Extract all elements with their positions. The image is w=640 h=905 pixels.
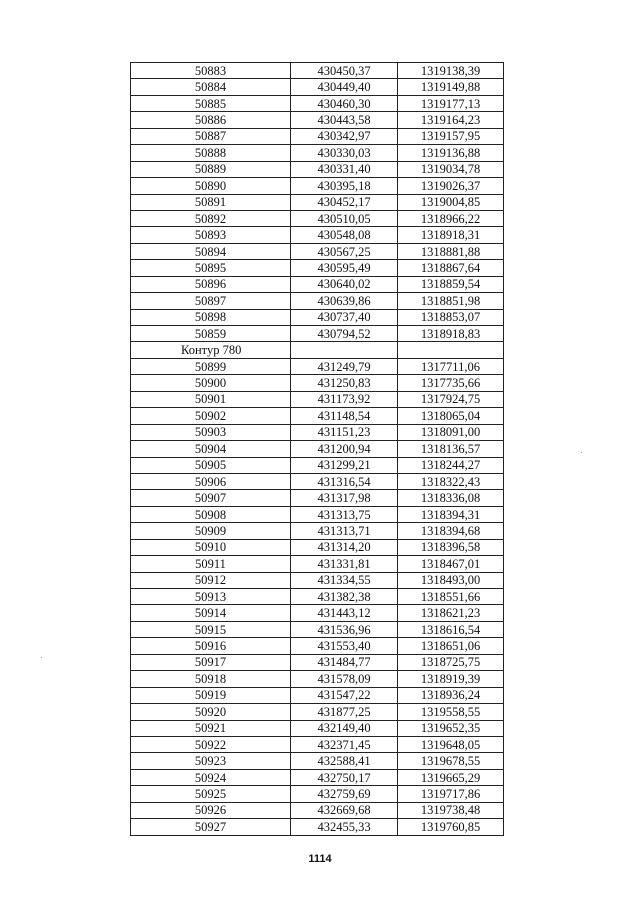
x-coordinate-cell: 430395,18 <box>291 178 398 194</box>
table-row <box>131 638 504 654</box>
table-row <box>131 769 504 785</box>
scan-speck <box>581 452 582 453</box>
x-coordinate-cell: 430330,03 <box>291 145 398 161</box>
x-coordinate-cell: 430737,40 <box>291 309 398 325</box>
point-number-cell: 50927 <box>131 819 291 835</box>
y-coordinate-cell: 1318651,06 <box>398 638 504 654</box>
x-coordinate-cell: 430510,05 <box>291 210 398 226</box>
table-row <box>131 736 504 752</box>
point-number-cell: 50897 <box>131 293 291 309</box>
table-row <box>131 473 504 489</box>
point-number-cell: 50925 <box>131 786 291 802</box>
point-number-cell: 50889 <box>131 161 291 177</box>
point-number-cell: 50896 <box>131 276 291 292</box>
y-coordinate-cell: 1318136,57 <box>398 441 504 457</box>
point-number-cell: 50895 <box>131 260 291 276</box>
point-number-cell: 50906 <box>131 473 291 489</box>
table-row <box>131 260 504 276</box>
point-number-cell: 50919 <box>131 687 291 703</box>
point-number-cell: 50904 <box>131 441 291 457</box>
y-coordinate-cell: 1318867,64 <box>398 260 504 276</box>
x-coordinate-cell: 430794,52 <box>291 326 398 342</box>
table-row <box>131 523 504 539</box>
x-coordinate-cell: 431151,23 <box>291 424 398 440</box>
y-coordinate-cell: 1318853,07 <box>398 309 504 325</box>
coordinates-table <box>130 62 504 836</box>
x-coordinate-cell: 431536,96 <box>291 621 398 637</box>
scan-speck <box>41 657 42 658</box>
table-row <box>131 112 504 128</box>
x-coordinate-cell: 431553,40 <box>291 638 398 654</box>
y-coordinate-cell: 1317735,66 <box>398 375 504 391</box>
x-coordinate-cell: 431317,98 <box>291 490 398 506</box>
x-coordinate-cell: 430595,49 <box>291 260 398 276</box>
x-coordinate-cell: 432149,40 <box>291 720 398 736</box>
x-coordinate-cell: 432455,33 <box>291 819 398 835</box>
table-row <box>131 605 504 621</box>
point-number-cell: 50923 <box>131 753 291 769</box>
table-row <box>131 753 504 769</box>
table-row <box>131 95 504 111</box>
x-coordinate-cell: 431316,54 <box>291 473 398 489</box>
point-number-cell: 50902 <box>131 408 291 424</box>
table-row <box>131 589 504 605</box>
x-coordinate-cell: 430548,08 <box>291 227 398 243</box>
y-coordinate-cell: 1318493,00 <box>398 572 504 588</box>
table-row <box>131 293 504 309</box>
x-coordinate-cell: 431173,92 <box>291 391 398 407</box>
table-row <box>131 309 504 325</box>
contour-header-row <box>131 342 504 358</box>
point-number-cell: 50908 <box>131 506 291 522</box>
x-coordinate-cell: 431313,71 <box>291 523 398 539</box>
x-coordinate-cell: 431314,20 <box>291 539 398 555</box>
x-coordinate-cell: 431484,77 <box>291 654 398 670</box>
point-number-cell: 50907 <box>131 490 291 506</box>
table-row <box>131 490 504 506</box>
y-coordinate-cell: 1318918,31 <box>398 227 504 243</box>
point-number-cell: 50914 <box>131 605 291 621</box>
x-coordinate-cell: 432588,41 <box>291 753 398 769</box>
point-number-cell: 50885 <box>131 95 291 111</box>
y-coordinate-cell: 1319652,35 <box>398 720 504 736</box>
x-coordinate-cell: 430342,97 <box>291 128 398 144</box>
table-row <box>131 178 504 194</box>
y-coordinate-cell: 1318859,54 <box>398 276 504 292</box>
x-coordinate-cell: 430450,37 <box>291 63 398 79</box>
table-row <box>131 819 504 835</box>
table-row <box>131 654 504 670</box>
point-number-cell: 50898 <box>131 309 291 325</box>
point-number-cell: 50859 <box>131 326 291 342</box>
y-coordinate-cell: 1318467,01 <box>398 556 504 572</box>
x-coordinate-cell: 431382,38 <box>291 589 398 605</box>
y-coordinate-cell: 1319665,29 <box>398 769 504 785</box>
point-number-cell: 50894 <box>131 243 291 259</box>
x-coordinate-cell: 430452,17 <box>291 194 398 210</box>
point-number-cell: 50887 <box>131 128 291 144</box>
y-coordinate-cell: 1319136,88 <box>398 145 504 161</box>
point-number-cell: 50909 <box>131 523 291 539</box>
table-row <box>131 391 504 407</box>
point-number-cell: 50917 <box>131 654 291 670</box>
table-row <box>131 276 504 292</box>
point-number-cell: 50916 <box>131 638 291 654</box>
table-row <box>131 441 504 457</box>
empty-cell <box>291 342 398 358</box>
y-coordinate-cell: 1319138,39 <box>398 63 504 79</box>
table-row <box>131 556 504 572</box>
y-coordinate-cell: 1319717,86 <box>398 786 504 802</box>
y-coordinate-cell: 1318919,39 <box>398 671 504 687</box>
x-coordinate-cell: 431877,25 <box>291 704 398 720</box>
table-row <box>131 671 504 687</box>
point-number-cell: 50910 <box>131 539 291 555</box>
table-row <box>131 457 504 473</box>
x-coordinate-cell: 431443,12 <box>291 605 398 621</box>
x-coordinate-cell: 431200,94 <box>291 441 398 457</box>
x-coordinate-cell: 431250,83 <box>291 375 398 391</box>
point-number-cell: 50884 <box>131 79 291 95</box>
point-number-cell: 50913 <box>131 589 291 605</box>
table-row <box>131 424 504 440</box>
point-number-cell: 50924 <box>131 769 291 785</box>
x-coordinate-cell: 430639,86 <box>291 293 398 309</box>
y-coordinate-cell: 1319004,85 <box>398 194 504 210</box>
y-coordinate-cell: 1318322,43 <box>398 473 504 489</box>
table-row <box>131 720 504 736</box>
x-coordinate-cell: 430331,40 <box>291 161 398 177</box>
empty-cell <box>398 342 504 358</box>
x-coordinate-cell: 432371,45 <box>291 736 398 752</box>
x-coordinate-cell: 430567,25 <box>291 243 398 259</box>
y-coordinate-cell: 1318065,04 <box>398 408 504 424</box>
point-number-cell: 50912 <box>131 572 291 588</box>
point-number-cell: 50890 <box>131 178 291 194</box>
y-coordinate-cell: 1319678,55 <box>398 753 504 769</box>
table-row <box>131 128 504 144</box>
x-coordinate-cell: 430449,40 <box>291 79 398 95</box>
table-row <box>131 194 504 210</box>
y-coordinate-cell: 1318881,88 <box>398 243 504 259</box>
y-coordinate-cell: 1318244,27 <box>398 457 504 473</box>
y-coordinate-cell: 1318966,22 <box>398 210 504 226</box>
y-coordinate-cell: 1319738,48 <box>398 802 504 818</box>
point-number-cell: 50891 <box>131 194 291 210</box>
x-coordinate-cell: 431313,75 <box>291 506 398 522</box>
point-number-cell: 50900 <box>131 375 291 391</box>
y-coordinate-cell: 1318551,66 <box>398 589 504 605</box>
table-row <box>131 506 504 522</box>
y-coordinate-cell: 1317924,75 <box>398 391 504 407</box>
point-number-cell: 50905 <box>131 457 291 473</box>
point-number-cell: 50921 <box>131 720 291 736</box>
table-row <box>131 161 504 177</box>
x-coordinate-cell: 431547,22 <box>291 687 398 703</box>
page-number: 1114 <box>308 853 332 865</box>
y-coordinate-cell: 1319026,37 <box>398 178 504 194</box>
x-coordinate-cell: 430460,30 <box>291 95 398 111</box>
x-coordinate-cell: 430443,58 <box>291 112 398 128</box>
x-coordinate-cell: 431148,54 <box>291 408 398 424</box>
y-coordinate-cell: 1319760,85 <box>398 819 504 835</box>
table-row <box>131 408 504 424</box>
table-row <box>131 375 504 391</box>
table-row <box>131 326 504 342</box>
table-row <box>131 539 504 555</box>
y-coordinate-cell: 1318725,75 <box>398 654 504 670</box>
y-coordinate-cell: 1319177,13 <box>398 95 504 111</box>
table-row <box>131 227 504 243</box>
x-coordinate-cell: 431578,09 <box>291 671 398 687</box>
table-row <box>131 358 504 374</box>
table-row <box>131 786 504 802</box>
y-coordinate-cell: 1318336,08 <box>398 490 504 506</box>
point-number-cell: 50892 <box>131 210 291 226</box>
x-coordinate-cell: 432750,17 <box>291 769 398 785</box>
point-number-cell: 50915 <box>131 621 291 637</box>
y-coordinate-cell: 1318918,83 <box>398 326 504 342</box>
point-number-cell: 50920 <box>131 704 291 720</box>
table-row <box>131 802 504 818</box>
table-row <box>131 79 504 95</box>
x-coordinate-cell: 430640,02 <box>291 276 398 292</box>
y-coordinate-cell: 1318616,54 <box>398 621 504 637</box>
contour-label: Контур 780 <box>131 342 291 358</box>
table-row <box>131 243 504 259</box>
table-row <box>131 572 504 588</box>
y-coordinate-cell: 1318396,58 <box>398 539 504 555</box>
point-number-cell: 50926 <box>131 802 291 818</box>
table-row <box>131 210 504 226</box>
point-number-cell: 50886 <box>131 112 291 128</box>
point-number-cell: 50918 <box>131 671 291 687</box>
point-number-cell: 50922 <box>131 736 291 752</box>
point-number-cell: 50903 <box>131 424 291 440</box>
y-coordinate-cell: 1318394,31 <box>398 506 504 522</box>
x-coordinate-cell: 431249,79 <box>291 358 398 374</box>
table-row <box>131 687 504 703</box>
y-coordinate-cell: 1317711,06 <box>398 358 504 374</box>
table-row <box>131 621 504 637</box>
point-number-cell: 50911 <box>131 556 291 572</box>
table-row <box>131 704 504 720</box>
point-number-cell: 50888 <box>131 145 291 161</box>
x-coordinate-cell: 431331,81 <box>291 556 398 572</box>
point-number-cell: 50883 <box>131 63 291 79</box>
y-coordinate-cell: 1318621,23 <box>398 605 504 621</box>
y-coordinate-cell: 1318091,00 <box>398 424 504 440</box>
x-coordinate-cell: 432759,69 <box>291 786 398 802</box>
point-number-cell: 50901 <box>131 391 291 407</box>
point-number-cell: 50893 <box>131 227 291 243</box>
y-coordinate-cell: 1318936,24 <box>398 687 504 703</box>
coordinates-table-body <box>131 63 504 836</box>
x-coordinate-cell: 432669,68 <box>291 802 398 818</box>
y-coordinate-cell: 1319558,55 <box>398 704 504 720</box>
table-row <box>131 63 504 79</box>
y-coordinate-cell: 1319648,05 <box>398 736 504 752</box>
y-coordinate-cell: 1319034,78 <box>398 161 504 177</box>
y-coordinate-cell: 1318851,98 <box>398 293 504 309</box>
y-coordinate-cell: 1318394,68 <box>398 523 504 539</box>
y-coordinate-cell: 1319157,95 <box>398 128 504 144</box>
y-coordinate-cell: 1319149,88 <box>398 79 504 95</box>
table-row <box>131 145 504 161</box>
y-coordinate-cell: 1319164,23 <box>398 112 504 128</box>
x-coordinate-cell: 431334,55 <box>291 572 398 588</box>
point-number-cell: 50899 <box>131 358 291 374</box>
x-coordinate-cell: 431299,21 <box>291 457 398 473</box>
